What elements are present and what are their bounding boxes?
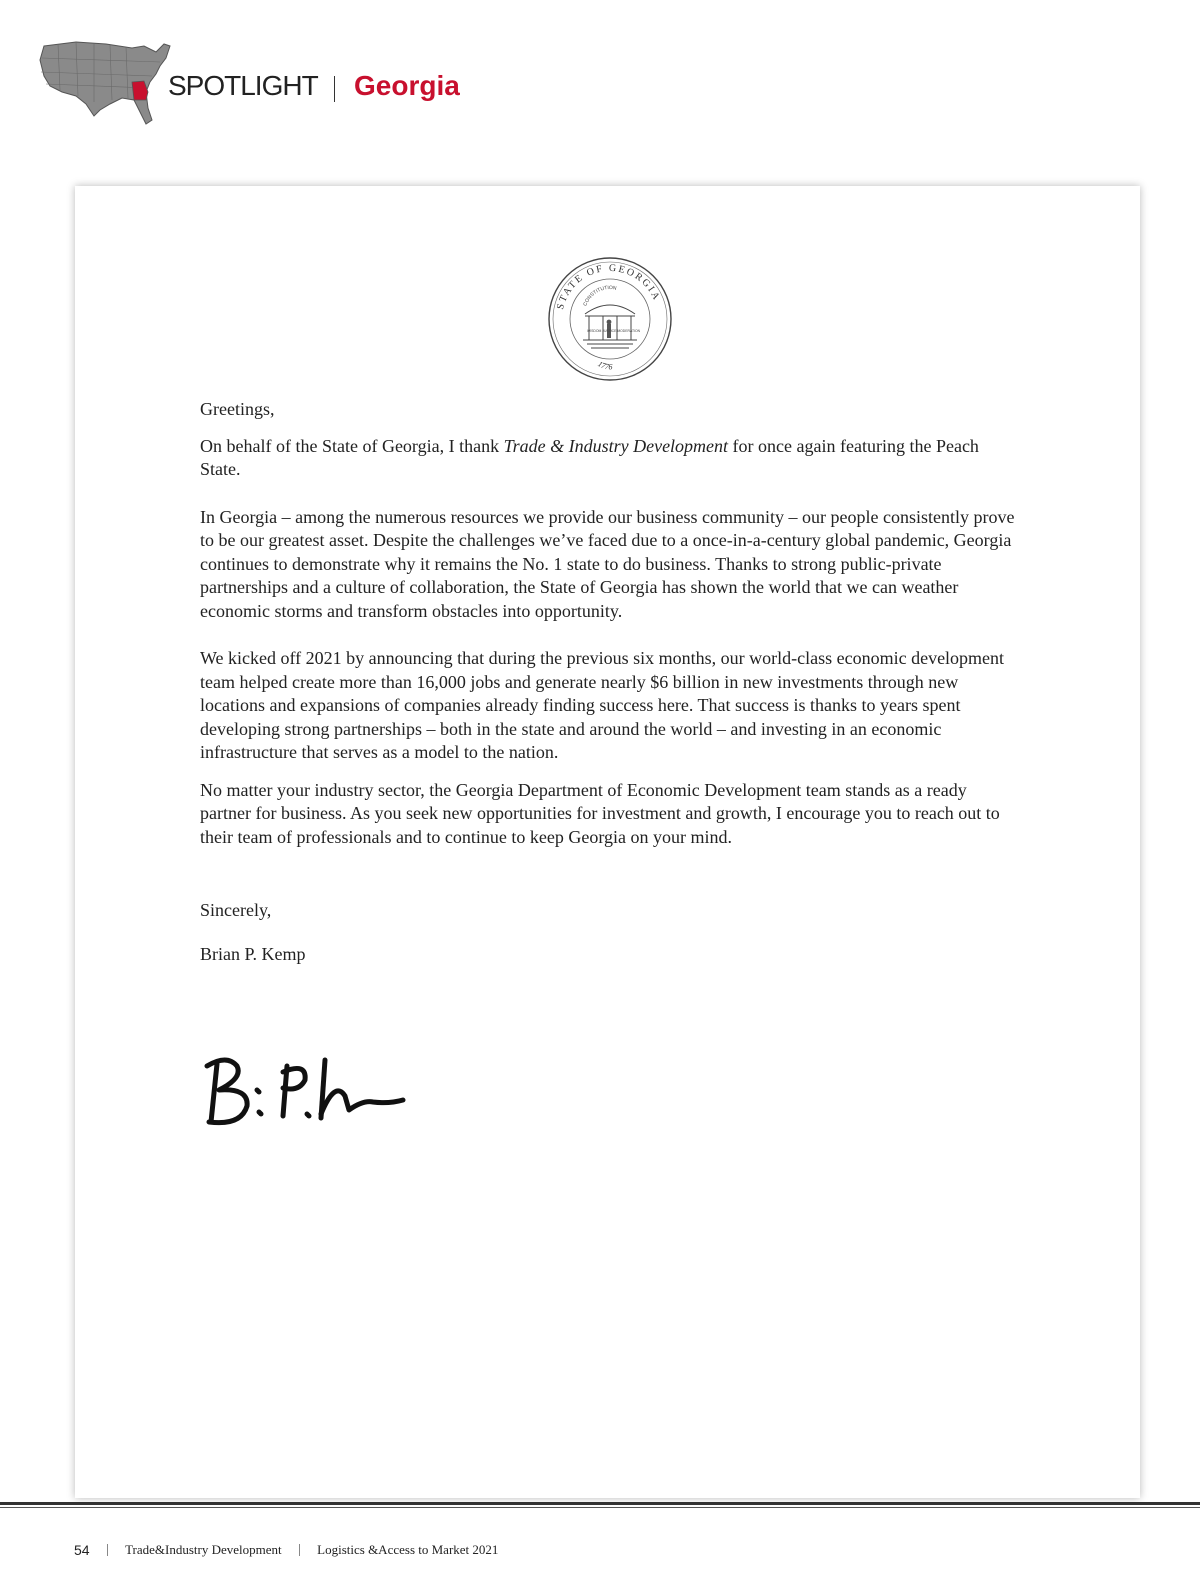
seal-year: 1776 xyxy=(596,359,613,372)
us-map-icon xyxy=(36,36,176,126)
letter-greeting: Greetings, xyxy=(200,399,275,419)
publication-title: Trade & Industry Development xyxy=(503,435,729,456)
letter-paragraph-2: In Georgia – among the numerous resources we provide our business community – our people consistently prove to be our greatest asset. Despite the challenges we’ve faced due to a once-in-a-century global pandemic, Georgia continues to demonstrate why it remains the No. 1 state to do business. Thanks to strong public-private partnerships and a culture of collaboration, the State of Georgia has shown the world that we can weather economic storms and transform obstacles into opportunity. xyxy=(200,506,1015,621)
state-name: Georgia xyxy=(354,70,460,101)
section-label: SPOTLIGHT xyxy=(168,70,318,101)
page-footer xyxy=(74,1541,498,1558)
seal-ring-text: STATE OF GEORGIA xyxy=(554,262,663,311)
publication-name: Trade&Industry Development xyxy=(125,1542,282,1558)
letter-paragraph-1: On behalf of the State of Georgia, I thank Trade & Industry Development for once again featuring the Peach State. xyxy=(200,435,979,479)
page-number: 54 xyxy=(74,1542,90,1559)
signer-name: Brian P. Kemp xyxy=(200,943,306,964)
page-header xyxy=(36,36,496,128)
state-seal-icon xyxy=(547,256,673,382)
footer-rule-thin xyxy=(0,1507,1200,1508)
letter-sheet xyxy=(75,186,1140,1498)
seal-inner-text: CONSTITUTION xyxy=(582,284,617,308)
letter-closing: Sincerely, xyxy=(200,900,272,920)
header-divider xyxy=(334,76,335,102)
signature-icon xyxy=(203,1052,413,1132)
seal-banner-text: WISDOM JUSTICE MODERATION xyxy=(587,329,641,333)
letter-paragraph-4: No matter your industry sector, the Georgia Department of Economic Development team stands as a ready partner for business. As you seek new opportunities for investment and growth, I encourage you to reach out to their team of professionals and to continue to keep Georgia on your mind. xyxy=(200,779,1000,847)
letter-paragraph-3: We kicked off 2021 by announcing that during the previous six months, our world-class economic development team helped create more than 16,000 jobs and generate nearly $6 billion in new investments through new locations and expansions of companies already finding success here. That success is thanks to years spent developing strong partnerships – both in the state and around the world – and investing in an economic infrastructure that serves as a model to the nation. xyxy=(200,648,1005,762)
issue-name: Logistics &Access to Market 2021 xyxy=(317,1542,499,1558)
footer-rule xyxy=(0,1502,1200,1505)
footer-divider xyxy=(299,1544,300,1556)
letter-body xyxy=(200,398,1020,966)
footer-divider xyxy=(107,1544,108,1556)
